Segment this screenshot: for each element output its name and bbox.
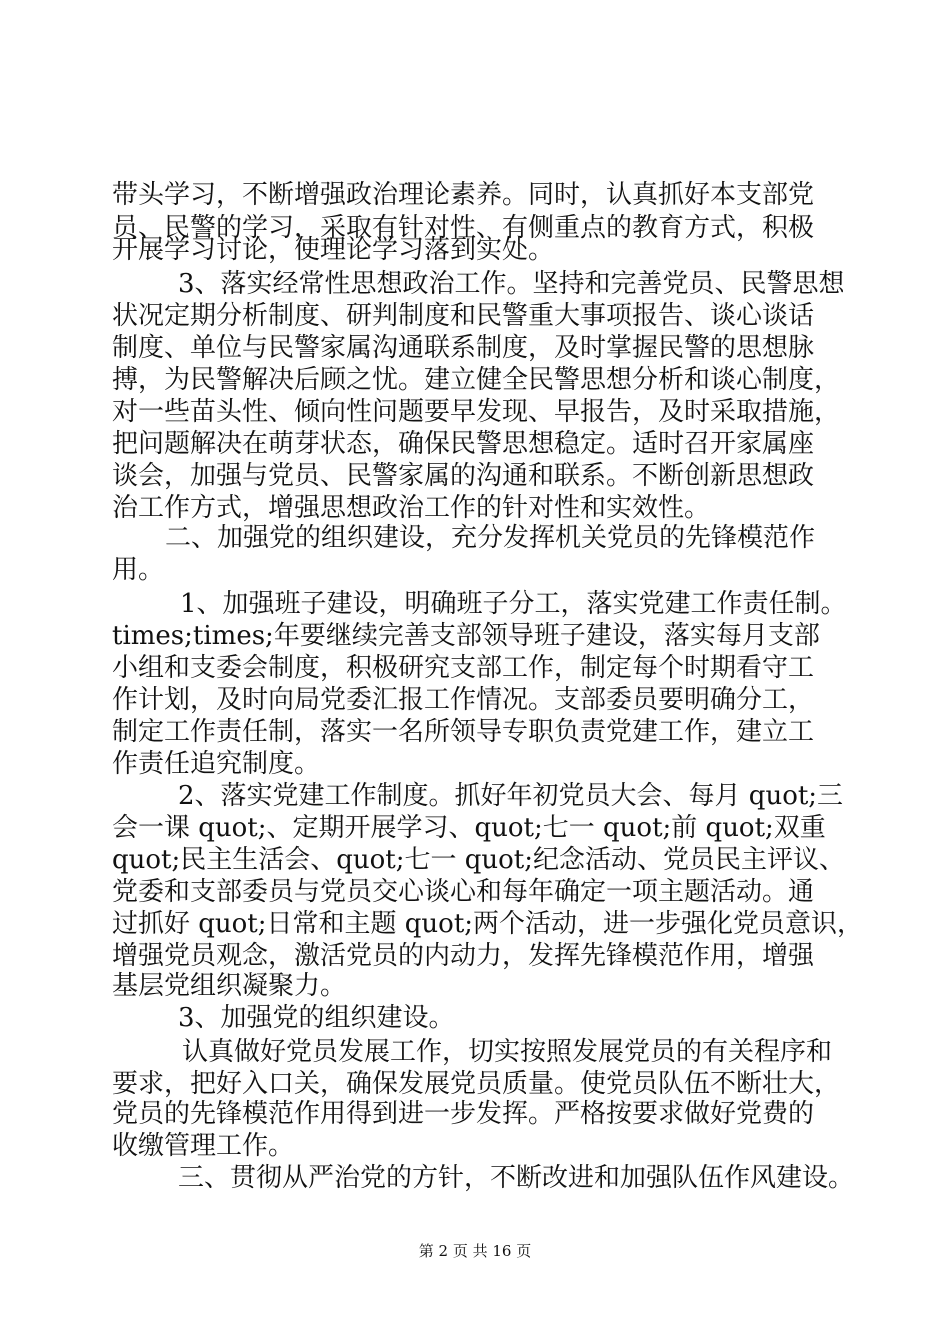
text-line: 增强党员观念，激活党员的内动力，发挥先锋模范作用，增强 <box>112 941 815 971</box>
section-heading: 二、加强党的组织建设，充分发挥机关党员的先锋模范作 <box>165 523 816 553</box>
text-line: 对一些苗头性、倾向性问题要早发现、早报告，及时采取措施， <box>112 397 841 427</box>
text-line: 1、加强班子建设，明确班子分工，落实党建工作责任制。 <box>180 589 847 619</box>
text-line: 3、落实经常性思想政治工作。坚持和完善党员、民警思想 <box>178 269 845 299</box>
page-number: 第 2 页 共 16 页 <box>418 1242 532 1260</box>
text-line: 谈会，加强与党员、民警家属的沟通和联系。不断创新思想政 <box>112 461 815 491</box>
text-line: times;times;年要继续完善支部领导班子建设，落实每月支部 <box>112 621 820 651</box>
text-line: 制定工作责任制，落实一名所领导专职负责党建工作，建立工 <box>112 717 815 747</box>
section-heading: 三、贯彻从严治党的方针，不断改进和加强队伍作风建设。 <box>178 1163 855 1193</box>
text-line: 把问题解决在萌芽状态，确保民警思想稳定。适时召开家属座 <box>112 429 815 459</box>
text-line: 过抓好 quot;日常和主题 quot;两个活动，进一步强化党员意识， <box>112 909 864 939</box>
text-line: 要求，把好入口关，确保发展党员质量。使党员队伍不断壮大， <box>112 1069 841 1099</box>
text-line: 基层党组织凝聚力。 <box>112 971 347 1001</box>
text-line: 作责任追究制度。 <box>112 749 321 779</box>
text-line: 状况定期分析制度、研判制度和民警重大事项报告、谈心谈话 <box>112 301 815 331</box>
text-line: 小组和支委会制度，积极研究支部工作，制定每个时期看守工 <box>112 653 815 683</box>
text-line: 党员的先锋模范作用得到进一步发挥。严格按要求做好党费的 <box>112 1099 815 1129</box>
text-line: 认真做好党员发展工作，切实按照发展党员的有关程序和 <box>182 1037 833 1067</box>
text-line: 党委和支部委员与党员交心谈心和每年确定一项主题活动。通 <box>112 877 815 907</box>
text-line: 员、民警的学习，采取有针对性、有侧重点的教育方式，积极 <box>112 213 815 243</box>
text-line: 3、加强党的组织建设。 <box>178 1003 455 1033</box>
text-line: 搏，为民警解决后顾之忧。建立健全民警思想分析和谈心制度， <box>112 365 841 395</box>
text-line: 开展学习讨论，使理论学习落到实处。 <box>112 235 555 265</box>
text-line: 会一课 quot;、定期开展学习、quot;七一 quot;前 quot;双重 <box>112 813 826 843</box>
text-line: 收缴管理工作。 <box>112 1131 295 1161</box>
text-line: 2、落实党建工作制度。抓好年初党员大会、每月 quot;三 <box>178 781 844 811</box>
text-line: 作计划，及时向局党委汇报工作情况。支部委员要明确分工， <box>112 685 815 715</box>
text-line: 治工作方式，增强思想政治工作的针对性和实效性。 <box>112 493 711 523</box>
section-heading: 用。 <box>112 555 165 585</box>
text-line: quot;民主生活会、quot;七一 quot;纪念活动、党员民主评议、 <box>112 845 846 875</box>
text-line: 制度、单位与民警家属沟通联系制度，及时掌握民警的思想脉 <box>112 333 815 363</box>
text-line: 带头学习，不断增强政治理论素养。同时，认真抓好本支部党 <box>112 180 815 210</box>
